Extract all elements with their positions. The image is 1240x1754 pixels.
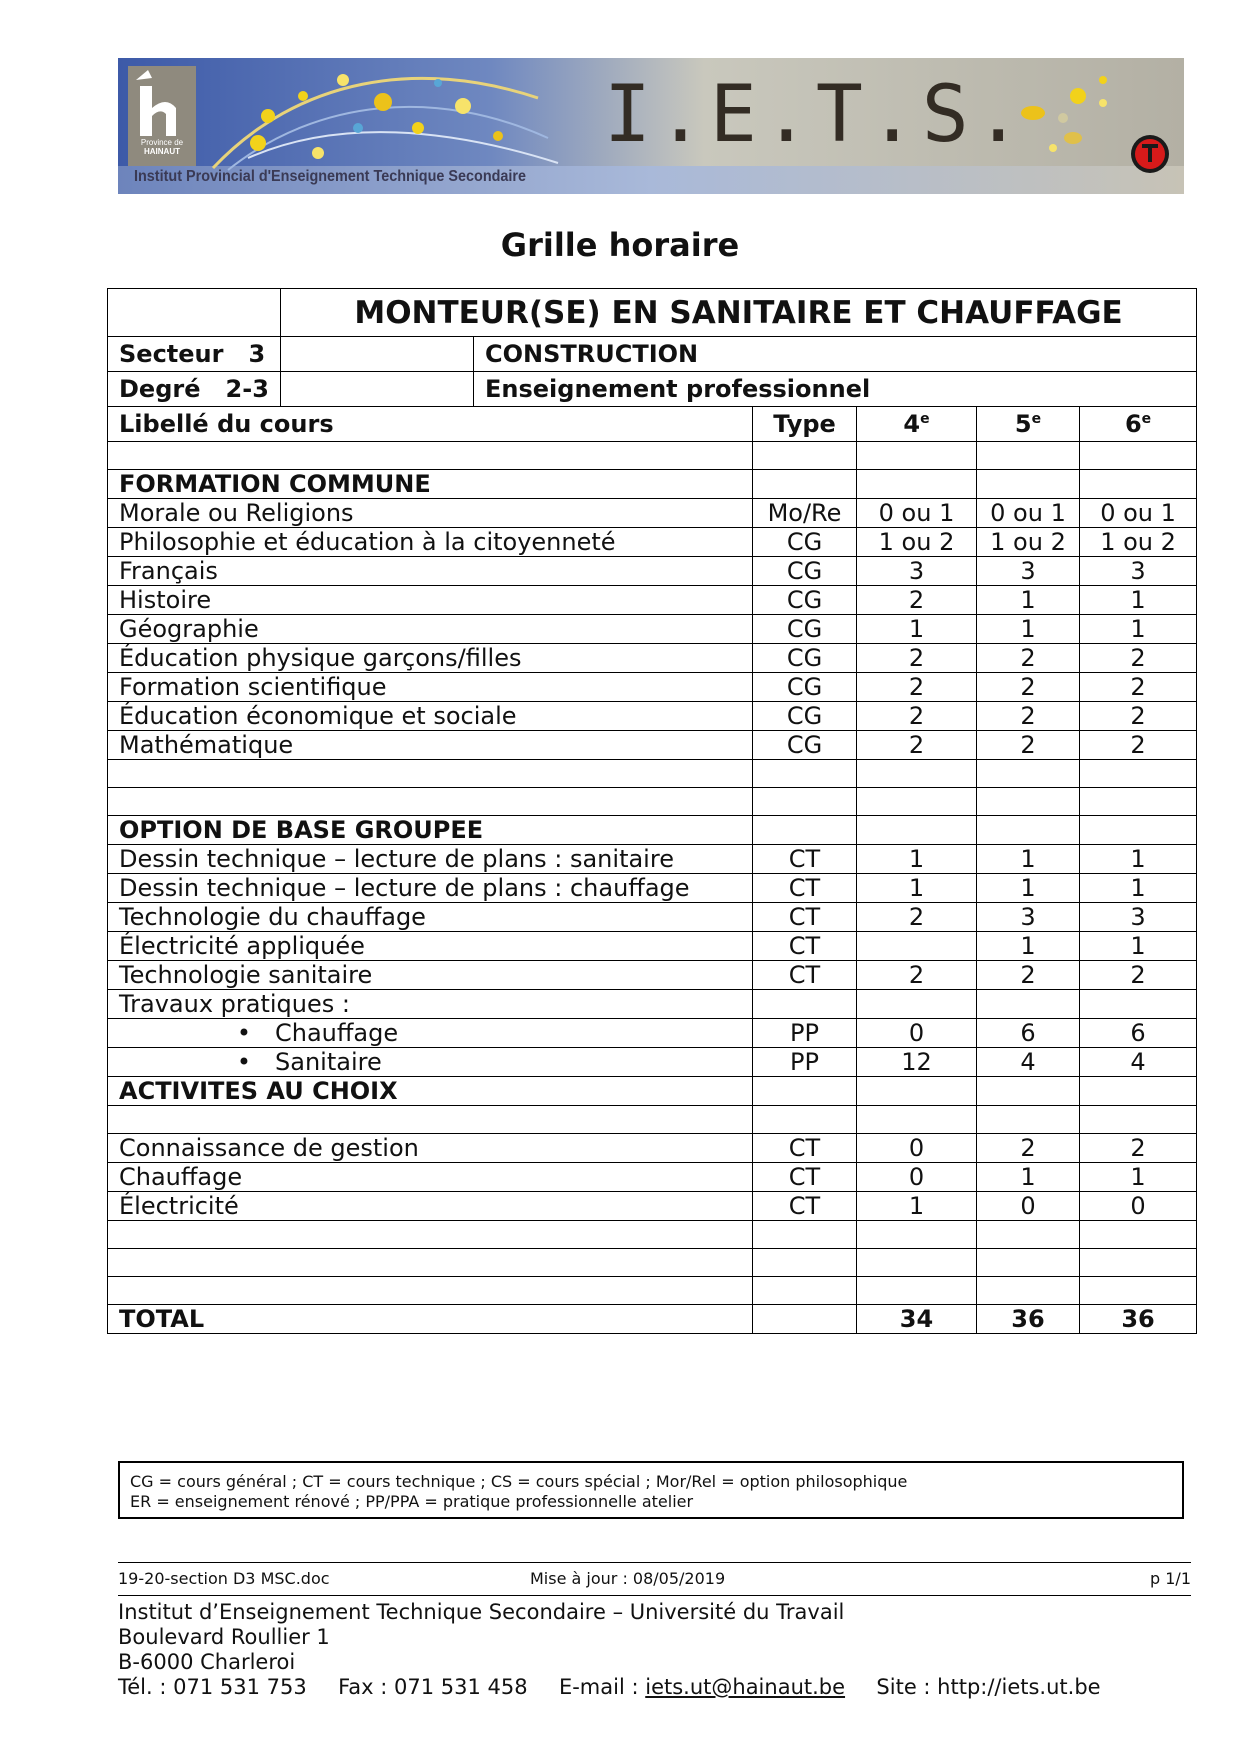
- course-type: CT: [753, 903, 857, 932]
- course-row: [108, 1163, 1197, 1192]
- course-type: CG: [753, 731, 857, 760]
- course-row: [108, 615, 1197, 644]
- course-type: PP: [753, 1048, 857, 1077]
- hours-y5: 2: [977, 644, 1080, 673]
- hours-y6: 0 ou 1: [1080, 499, 1197, 528]
- hours-y5: 4: [977, 1048, 1080, 1077]
- hours-y6: 3: [1080, 557, 1197, 586]
- degre-value: Enseignement professionnel: [474, 372, 1197, 407]
- hours-y4: [857, 990, 977, 1019]
- address-email-label: E-mail :: [558, 1675, 639, 1699]
- hours-y4: 12: [857, 1048, 977, 1077]
- hours-y6: 1: [1080, 586, 1197, 615]
- course-label: Morale ou Religions: [108, 499, 753, 528]
- hours-y6: 2: [1080, 961, 1197, 990]
- course-label: Mathématique: [108, 731, 753, 760]
- course-row: [108, 874, 1197, 903]
- hours-y5: 1 ou 2: [977, 528, 1080, 557]
- section-heading: FORMATION COMMUNE: [108, 470, 753, 499]
- course-type: Mo/Re: [753, 499, 857, 528]
- hours-y4: 1: [857, 615, 977, 644]
- hours-y5: 1: [977, 1163, 1080, 1192]
- course-label: Électricité: [108, 1192, 753, 1221]
- legend-line-1: CG = cours général ; CT = cours technique ; CS = cours spécial ; Mor/Rel = option philosophique: [130, 1472, 908, 1491]
- section-row: [108, 1077, 1197, 1106]
- course-type: CT: [753, 1192, 857, 1221]
- hours-y4: 0: [857, 1134, 977, 1163]
- course-type: CG: [753, 557, 857, 586]
- course-type: CT: [753, 1163, 857, 1192]
- course-row: [108, 845, 1197, 874]
- hours-y6: 1: [1080, 615, 1197, 644]
- course-label: Philosophie et éducation à la citoyenneté: [108, 528, 753, 557]
- blank-row: [108, 760, 1197, 788]
- program-title: MONTEUR(SE) EN SANITAIRE ET CHAUFFAGE: [281, 289, 1197, 337]
- blank-row: [108, 1221, 1197, 1249]
- year5-header: 5e: [977, 407, 1080, 442]
- hours-y4: 2: [857, 702, 977, 731]
- address-email-link[interactable]: iets.ut@hainaut.be: [645, 1675, 846, 1699]
- hours-y4: 2: [857, 903, 977, 932]
- hours-y6: 6: [1080, 1019, 1197, 1048]
- total-y6: 36: [1080, 1305, 1197, 1334]
- legend-line-2: ER = enseignement rénové ; PP/PPA = pratique professionnelle atelier: [130, 1492, 694, 1511]
- section-row: [108, 816, 1197, 845]
- course-type: CG: [753, 615, 857, 644]
- address-street: Boulevard Roullier 1: [118, 1625, 330, 1649]
- course-row: [108, 644, 1197, 673]
- blank-row: [108, 788, 1197, 816]
- secteur-row: [108, 337, 1197, 372]
- course-label: Géographie: [108, 615, 753, 644]
- program-title-row: [108, 289, 1197, 337]
- hours-y4: 1: [857, 1192, 977, 1221]
- footer-filename: 19-20-section D3 MSC.doc: [118, 1569, 330, 1588]
- address-site[interactable]: Site : http://iets.ut.be: [876, 1675, 1101, 1699]
- course-type: CG: [753, 528, 857, 557]
- hours-y5: 1: [977, 932, 1080, 961]
- footer-updated: Mise à jour : 08/05/2019: [530, 1569, 726, 1588]
- course-row: [108, 702, 1197, 731]
- column-header-row: [108, 407, 1197, 442]
- hours-y6: 0: [1080, 1192, 1197, 1221]
- bullet-icon: •: [236, 1048, 251, 1076]
- course-row: [108, 557, 1197, 586]
- hours-y4: 1: [857, 845, 977, 874]
- address-contacts: [118, 1675, 1101, 1700]
- hours-y5: 0: [977, 1192, 1080, 1221]
- course-label: Technologie du chauffage: [108, 903, 753, 932]
- hours-y4: 0 ou 1: [857, 499, 977, 528]
- hours-y6: 1: [1080, 845, 1197, 874]
- address-tel: Tél. : 071 531 753: [118, 1675, 307, 1699]
- section-row: [108, 470, 1197, 499]
- course-row: [108, 1019, 1197, 1048]
- address-block: [118, 1600, 1101, 1700]
- hours-y5: 2: [977, 961, 1080, 990]
- course-label: Chauffage: [108, 1163, 753, 1192]
- year4-header: 4e: [857, 407, 977, 442]
- hours-y6: 2: [1080, 673, 1197, 702]
- course-label: Électricité appliquée: [108, 932, 753, 961]
- hours-y6: 2: [1080, 1134, 1197, 1163]
- hours-y5: 6: [977, 1019, 1080, 1048]
- course-label: Éducation économique et sociale: [108, 702, 753, 731]
- course-row: [108, 499, 1197, 528]
- hours-y4: 0: [857, 1019, 977, 1048]
- course-type: PP: [753, 1019, 857, 1048]
- hours-y5: 3: [977, 557, 1080, 586]
- iets-logo-text: I.E.T.S.: [604, 70, 1028, 160]
- page-title: Grille horaire: [500, 226, 740, 264]
- course-type: CG: [753, 673, 857, 702]
- course-row: [108, 1134, 1197, 1163]
- bullet-icon: •: [236, 1019, 251, 1047]
- hours-y5: 2: [977, 731, 1080, 760]
- course-type: CT: [753, 845, 857, 874]
- course-label: Technologie sanitaire: [108, 961, 753, 990]
- hours-y5: 1: [977, 615, 1080, 644]
- course-type: CG: [753, 586, 857, 615]
- course-label: Connaissance de gestion: [108, 1134, 753, 1163]
- hours-y4: 2: [857, 731, 977, 760]
- course-label: • Sanitaire: [108, 1048, 753, 1077]
- hours-y5: 1: [977, 586, 1080, 615]
- degre-row: [108, 372, 1197, 407]
- course-type: CT: [753, 961, 857, 990]
- hours-y5: 2: [977, 702, 1080, 731]
- year6-header: 6e: [1080, 407, 1197, 442]
- address-institute: Institut d’Enseignement Technique Secondaire – Université du Travail: [118, 1600, 845, 1624]
- document-footer: [118, 1562, 1191, 1596]
- course-row: [108, 903, 1197, 932]
- hours-y4: 2: [857, 586, 977, 615]
- course-row: [108, 528, 1197, 557]
- course-row: [108, 932, 1197, 961]
- hours-y6: 1 ou 2: [1080, 528, 1197, 557]
- course-label: Français: [108, 557, 753, 586]
- course-type: CG: [753, 702, 857, 731]
- course-label: Histoire: [108, 586, 753, 615]
- blank-row: [108, 1249, 1197, 1277]
- blank-row: [108, 1277, 1197, 1305]
- hours-y5: 3: [977, 903, 1080, 932]
- hours-y6: 1: [1080, 932, 1197, 961]
- course-row: [108, 673, 1197, 702]
- hours-y6: 2: [1080, 702, 1197, 731]
- course-type: CT: [753, 1134, 857, 1163]
- secteur-value: CONSTRUCTION: [474, 337, 1197, 372]
- course-row: [108, 990, 1197, 1019]
- hours-y4: 1 ou 2: [857, 528, 977, 557]
- course-type: CT: [753, 932, 857, 961]
- hours-y4: 2: [857, 961, 977, 990]
- footer-page: p 1/1: [1150, 1569, 1191, 1588]
- course-type: CG: [753, 644, 857, 673]
- hours-y6: 3: [1080, 903, 1197, 932]
- hours-y6: 1: [1080, 1163, 1197, 1192]
- type-header: Type: [753, 407, 857, 442]
- course-row: [108, 1192, 1197, 1221]
- hours-y5: [977, 990, 1080, 1019]
- hours-y4: [857, 932, 977, 961]
- blank-row: [108, 442, 1197, 470]
- hours-y4: 2: [857, 644, 977, 673]
- course-row: [108, 961, 1197, 990]
- course-label: Travaux pratiques :: [108, 990, 753, 1019]
- course-row: [108, 1048, 1197, 1077]
- hours-y6: 4: [1080, 1048, 1197, 1077]
- course-label: • Chauffage: [108, 1019, 753, 1048]
- degre-label: Degré 2-3: [108, 372, 281, 407]
- course-row: [108, 586, 1197, 615]
- hours-y5: 0 ou 1: [977, 499, 1080, 528]
- hours-y4: 0: [857, 1163, 977, 1192]
- hours-y5: 2: [977, 673, 1080, 702]
- header-banner: [118, 58, 1184, 194]
- hours-y5: 1: [977, 845, 1080, 874]
- province-label: Province de HAINAUT: [140, 138, 184, 156]
- blank-row: [108, 1106, 1197, 1134]
- total-y5: 36: [977, 1305, 1080, 1334]
- hours-y4: 3: [857, 557, 977, 586]
- course-label: Formation scientifique: [108, 673, 753, 702]
- total-label: TOTAL: [108, 1305, 753, 1334]
- hours-y6: 1: [1080, 874, 1197, 903]
- secteur-label: Secteur 3: [108, 337, 281, 372]
- section-heading: OPTION DE BASE GROUPEE: [108, 816, 753, 845]
- schedule-table: [107, 288, 1197, 1334]
- hours-y4: 2: [857, 673, 977, 702]
- section-heading: ACTIVITES AU CHOIX: [108, 1077, 753, 1106]
- course-type: CT: [753, 874, 857, 903]
- course-label: Éducation physique garçons/filles: [108, 644, 753, 673]
- hours-y6: [1080, 990, 1197, 1019]
- banner-subtitle: Institut Provincial d'Enseignement Technique Secondaire: [134, 168, 527, 185]
- course-row: [108, 731, 1197, 760]
- course-type: [753, 990, 857, 1019]
- hours-y6: 2: [1080, 731, 1197, 760]
- course-label: Dessin technique – lecture de plans : chauffage: [108, 874, 753, 903]
- legend-box: [118, 1461, 1184, 1519]
- address-fax: Fax : 071 531 458: [338, 1675, 528, 1699]
- hours-y4: 1: [857, 874, 977, 903]
- address-city: B-6000 Charleroi: [118, 1650, 296, 1674]
- course-label: Dessin technique – lecture de plans : sanitaire: [108, 845, 753, 874]
- course-header: Libellé du cours: [108, 407, 753, 442]
- total-row: [108, 1305, 1197, 1334]
- total-y4: 34: [857, 1305, 977, 1334]
- hours-y6: 2: [1080, 644, 1197, 673]
- hours-y5: 2: [977, 1134, 1080, 1163]
- hours-y5: 1: [977, 874, 1080, 903]
